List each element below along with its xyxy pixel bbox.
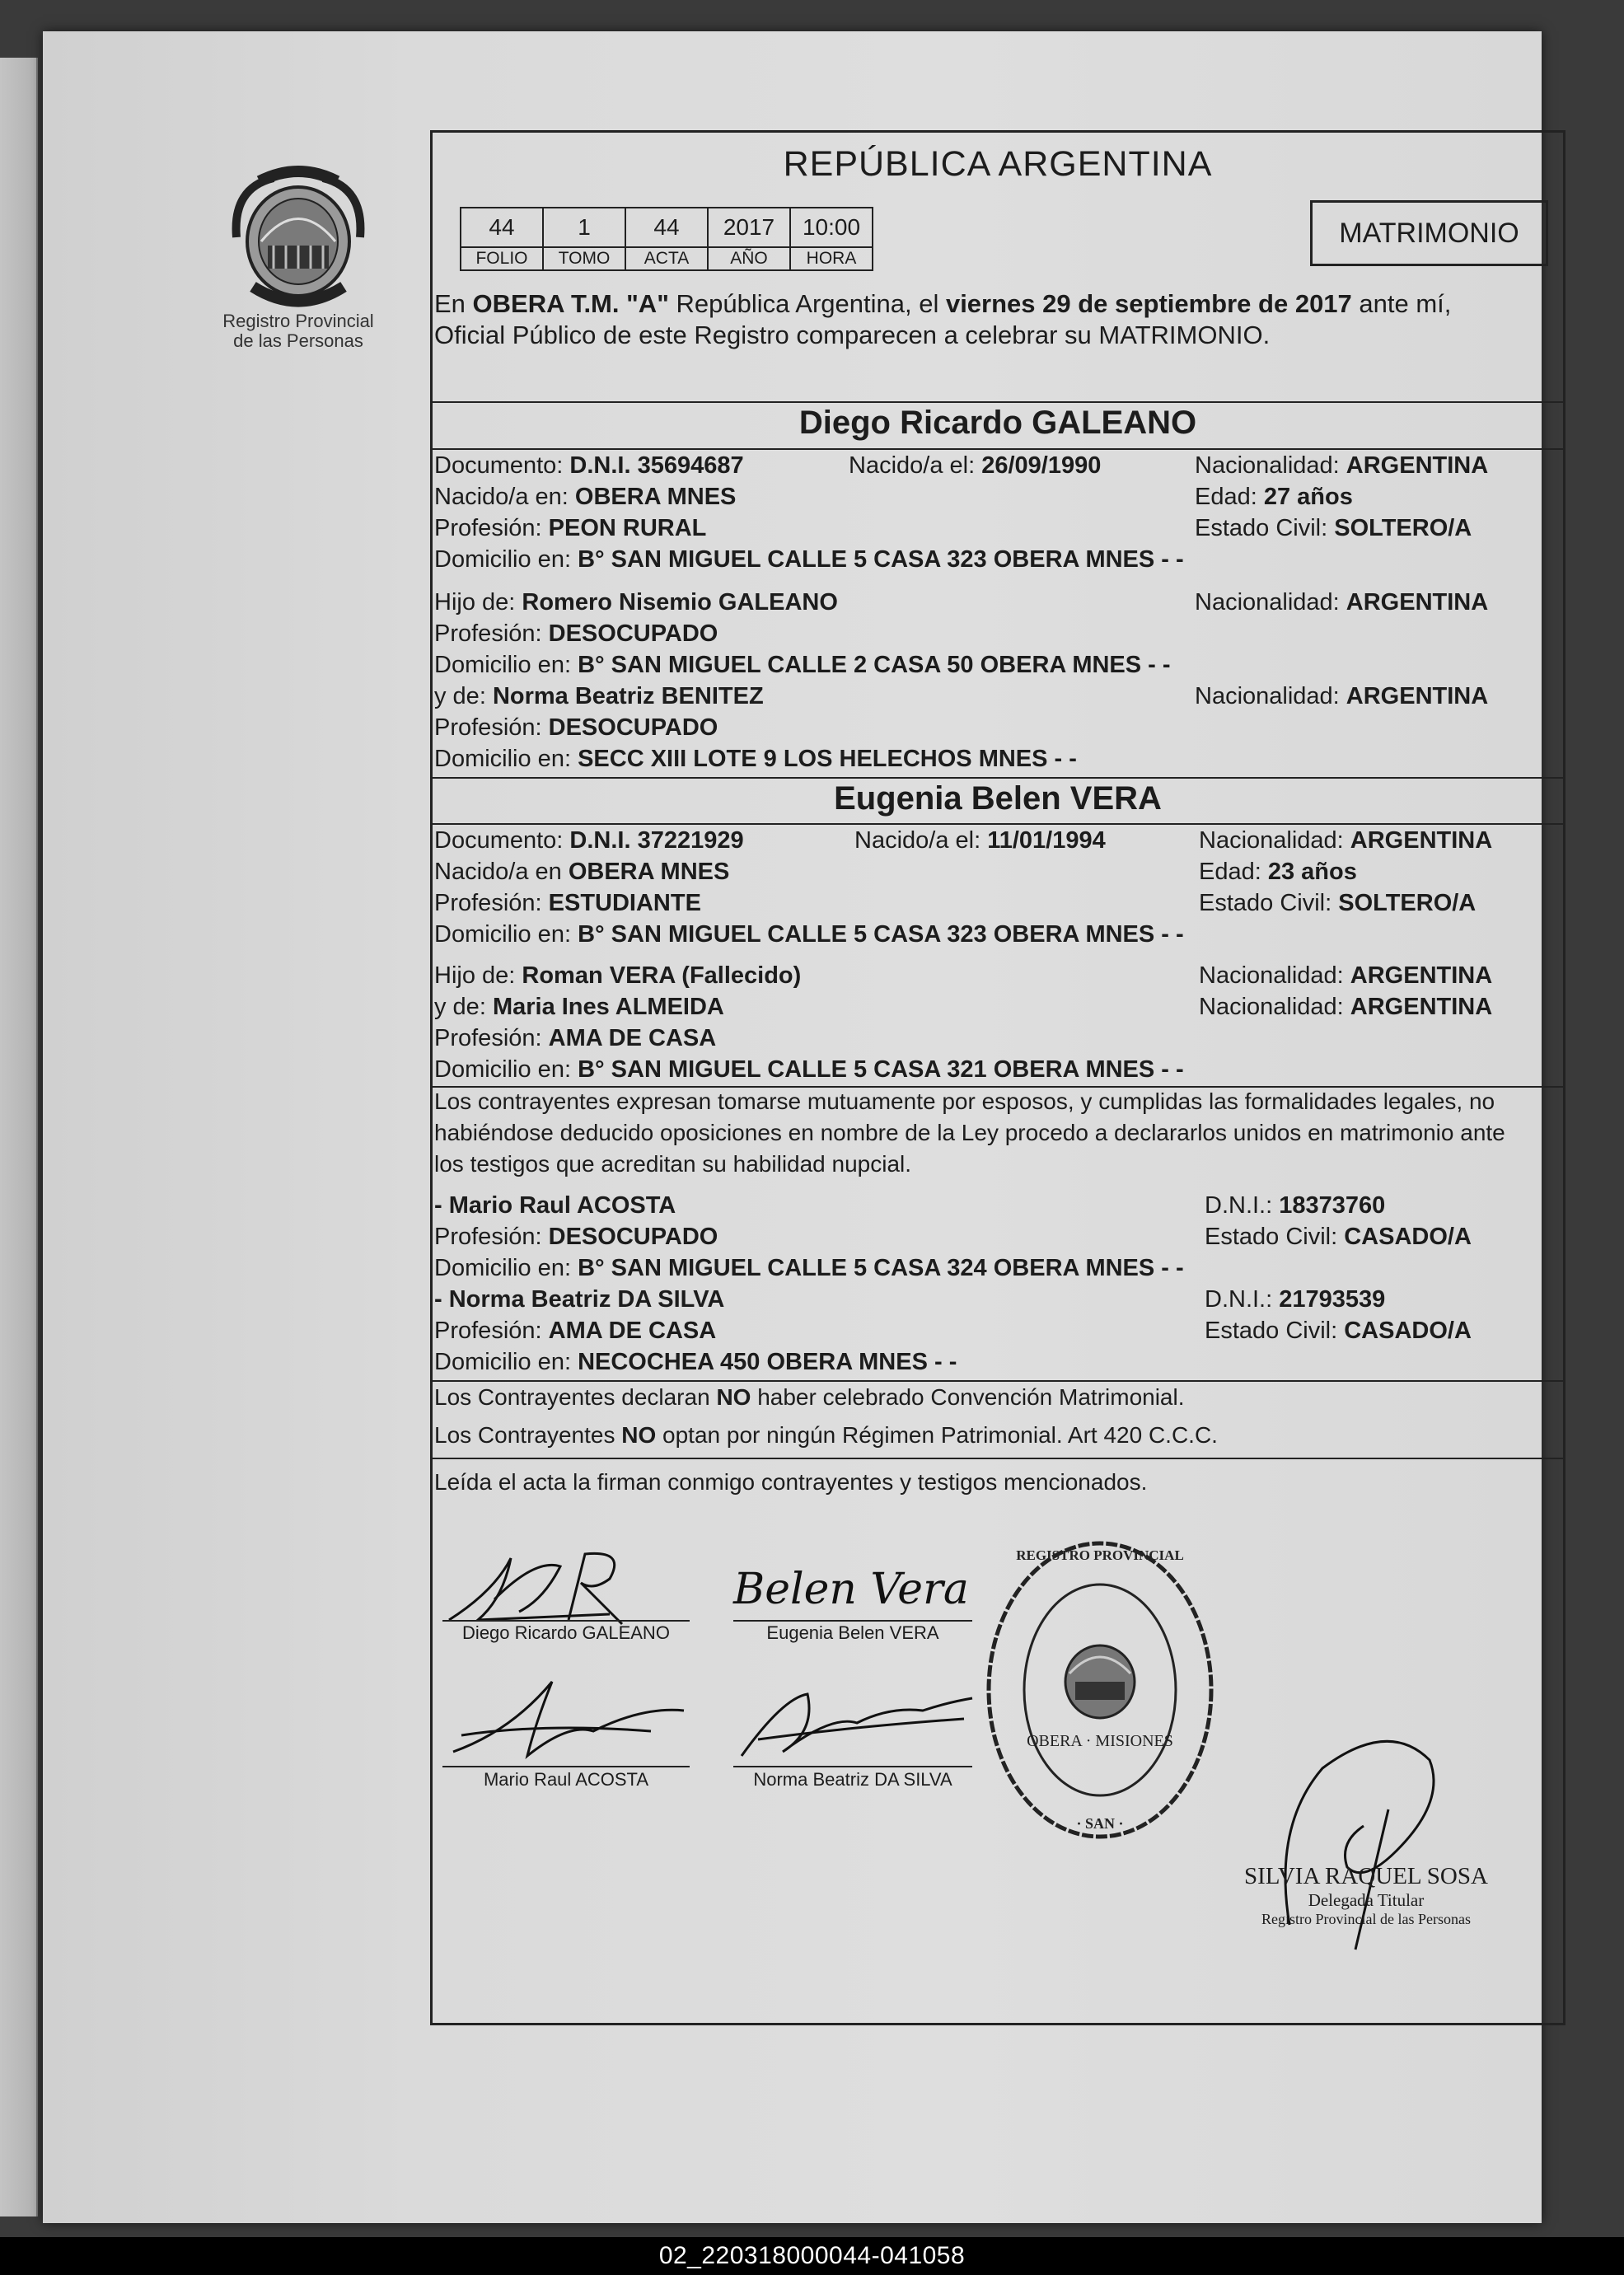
field-label: Profesión:: [434, 515, 549, 541]
witness-2-signature-scribble: [733, 1682, 980, 1764]
hour-value: 10:00: [790, 208, 873, 247]
groom-birthplace: [434, 482, 736, 512]
groom-mother-profession: [434, 713, 718, 742]
field-value: 23 años: [1267, 859, 1357, 885]
field-value: B° SAN MIGUEL CALLE 2 CASA 50 OBERA MNES - -: [578, 652, 1171, 678]
convention-text: haber celebrado Convención Matrimonial.: [751, 1384, 1185, 1410]
field-label: Profesión:: [434, 1025, 549, 1051]
bride-document: [434, 826, 744, 855]
convention-text: optan por ningún Régimen Patrimonial. Art 420 C.C.C.: [656, 1422, 1218, 1448]
field-label: Nacido/a en: [434, 859, 569, 885]
field-value: B° SAN MIGUEL CALLE 5 CASA 321 OBERA MNES - -: [578, 1056, 1184, 1083]
intro-place: OBERA T.M. "A": [472, 289, 669, 318]
field-label: Domicilio en:: [434, 1056, 578, 1083]
field-label: Documento:: [434, 452, 570, 479]
field-label: Estado Civil:: [1199, 890, 1339, 916]
witness-1-signature-line: [442, 1766, 690, 1767]
bride-birth-date: [854, 826, 1106, 855]
intro-line-2: Oficial Público de este Registro comparecen a celebrar su MATRIMONIO.: [434, 321, 1271, 349]
acta-label: ACTA: [625, 247, 708, 270]
witness-2-address: [434, 1347, 957, 1377]
groom-mother-nationality: [1195, 681, 1488, 711]
field-label: Estado Civil:: [1195, 515, 1335, 541]
divider: [433, 401, 1563, 403]
witness-1-name: - Mario Raul ACOSTA: [434, 1192, 676, 1219]
field-label: y de:: [434, 994, 493, 1020]
field-value: ARGENTINA: [1350, 994, 1493, 1020]
groom-father-address: [434, 650, 1171, 680]
bride-father-nationality: [1199, 961, 1492, 990]
svg-text:REGISTRO PROVINCIAL: REGISTRO PROVINCIAL: [1016, 1547, 1184, 1563]
field-value: SOLTERO/A: [1338, 890, 1477, 916]
groom-age: [1195, 482, 1353, 512]
groom-signature-label: Diego Ricardo GALEANO: [462, 1622, 670, 1643]
field-label: Domicilio en:: [434, 1349, 578, 1375]
bride-name-heading: Eugenia Belen VERA: [834, 780, 1162, 817]
divider: [433, 777, 1563, 779]
groom-nationality: [1195, 451, 1488, 480]
declaration-line-2: habiéndose deducido oposiciones en nombre de la Ley procedo a declararlos unidos en matrimonio ante: [434, 1120, 1505, 1145]
field-label: Nacido/a en:: [434, 484, 575, 510]
field-value: ARGENTINA: [1346, 683, 1489, 709]
tomo-value: 1: [543, 208, 625, 247]
witness-2-signature-label: Norma Beatriz DA SILVA: [753, 1769, 952, 1790]
bride-signature-label: Eugenia Belen VERA: [766, 1622, 939, 1643]
field-value: ARGENTINA: [1346, 452, 1489, 479]
convention-text: Los Contrayentes: [434, 1422, 622, 1448]
witness-1-signature-scribble: [445, 1673, 692, 1764]
field-label: Nacionalidad:: [1199, 994, 1350, 1020]
divider: [433, 1380, 1563, 1382]
field-label: Domicilio en:: [434, 746, 578, 772]
groom-mother-address: [434, 744, 1077, 774]
registrar-block: [1244, 1863, 1488, 1928]
witness-1-civil-status: [1205, 1222, 1472, 1252]
groom-signature-scribble: [445, 1542, 643, 1632]
folio-value: 44: [461, 208, 543, 247]
field-value: 11/01/1994: [987, 827, 1106, 854]
intro-mid: República Argentina, el: [668, 289, 946, 318]
bride-nationality: [1199, 826, 1492, 855]
field-value: DESOCUPADO: [548, 1224, 718, 1250]
field-label: Domicilio en:: [434, 921, 578, 948]
bride-civil-status: [1199, 888, 1476, 918]
intro-prefix: En: [434, 289, 473, 318]
acta-value: 44: [625, 208, 708, 247]
scan-file-id: 02_220318000044-041058: [0, 2237, 1624, 2275]
field-value: Romero Nisemio GALEANO: [522, 589, 838, 616]
field-label: Documento:: [434, 827, 570, 854]
bride-mother-address: [434, 1055, 1184, 1084]
field-label: Profesión:: [434, 890, 549, 916]
logo-caption-line-2: de las Personas: [233, 330, 363, 351]
bride-father: [434, 961, 801, 990]
bride-profession: [434, 888, 701, 918]
misiones-coat-of-arms-icon: [228, 163, 368, 311]
field-label: y de:: [434, 683, 493, 709]
field-value: PEON RURAL: [548, 515, 707, 541]
field-value: Roman VERA (Fallecido): [522, 962, 802, 989]
field-label: Domicilio en:: [434, 546, 578, 573]
groom-father-nationality: [1195, 587, 1488, 617]
hour-label: HORA: [790, 247, 873, 270]
registry-numbers-table: [460, 207, 873, 271]
bride-age: [1199, 857, 1357, 887]
field-value: B° SAN MIGUEL CALLE 5 CASA 323 OBERA MNES - -: [578, 546, 1184, 573]
bride-mother-nationality: [1199, 992, 1492, 1022]
field-value: ARGENTINA: [1346, 589, 1489, 616]
witness-1-signature-label: Mario Raul ACOSTA: [483, 1769, 649, 1790]
groom-father-profession: [434, 619, 718, 648]
field-value: DESOCUPADO: [548, 714, 718, 741]
groom-document: [434, 451, 744, 480]
groom-name-heading: Diego Ricardo GALEANO: [798, 405, 1197, 441]
field-label: Estado Civil:: [1205, 1318, 1345, 1344]
witness-1-profession: [434, 1222, 718, 1252]
convention-emphasis: NO: [716, 1384, 751, 1410]
field-label: Hijo de:: [434, 589, 522, 616]
field-value: D.N.I. 37221929: [569, 827, 744, 854]
year-label: AÑO: [708, 247, 790, 270]
field-value: AMA DE CASA: [548, 1318, 717, 1344]
registrar-office: Registro Provincial de las Personas: [1261, 1911, 1471, 1927]
closing-statement: Leída el acta la firman conmigo contrayentes y testigos mencionados.: [434, 1469, 1148, 1495]
convention-line-2: [434, 1421, 1218, 1450]
field-value: D.N.I. 35694687: [569, 452, 744, 479]
convention-emphasis: NO: [621, 1422, 657, 1448]
field-label: Profesión:: [434, 714, 549, 741]
field-label: Domicilio en:: [434, 1255, 578, 1281]
field-value: ESTUDIANTE: [548, 890, 701, 916]
logo-caption-line-1: Registro Provincial: [222, 311, 374, 331]
registrar-name: SILVIA RAQUEL SOSA: [1244, 1863, 1488, 1889]
convention-line-1: [434, 1383, 1185, 1412]
witness-1-address: [434, 1253, 1184, 1283]
groom-profession: [434, 513, 706, 543]
field-value: Maria Ines ALMEIDA: [492, 994, 724, 1020]
registrar-title: Delegada Titular: [1308, 1890, 1425, 1910]
field-label: Domicilio en:: [434, 652, 578, 678]
divider: [433, 823, 1563, 825]
groom-mother: [434, 681, 764, 711]
field-value: AMA DE CASA: [548, 1025, 717, 1051]
field-value: CASADO/A: [1344, 1318, 1472, 1344]
bride-handwritten-signature: Belen Vera: [733, 1565, 969, 1614]
groom-father: [434, 587, 838, 617]
field-value: B° SAN MIGUEL CALLE 5 CASA 323 OBERA MNES - -: [578, 921, 1184, 948]
field-label: Edad:: [1199, 859, 1268, 885]
certificate-frame: [430, 130, 1565, 2025]
field-label: D.N.I.:: [1205, 1192, 1280, 1219]
intro-line-1: [434, 289, 1451, 319]
field-label: Estado Civil:: [1205, 1224, 1345, 1250]
field-label: Nacionalidad:: [1199, 962, 1350, 989]
svg-text:· SAN ·: · SAN ·: [1076, 1815, 1124, 1832]
field-value: OBERA MNES: [574, 484, 737, 510]
adjacent-page-edge: [0, 58, 38, 2216]
field-value: 26/09/1990: [981, 452, 1102, 479]
groom-signature-line: [442, 1620, 690, 1622]
record-type-box: MATRIMONIO: [1310, 200, 1548, 266]
bride-address: [434, 920, 1184, 949]
tomo-label: TOMO: [543, 247, 625, 270]
declaration-line-3: los testigos que acreditan su habilidad nupcial.: [434, 1151, 912, 1177]
official-registry-stamp: [980, 1533, 1219, 1847]
field-value: ARGENTINA: [1350, 962, 1493, 989]
bride-signature-line: [733, 1620, 972, 1622]
country-title: REPÚBLICA ARGENTINA: [783, 144, 1213, 184]
field-value: DESOCUPADO: [548, 620, 718, 647]
intro-date: viernes 29 de septiembre de 2017: [945, 289, 1352, 318]
folio-label: FOLIO: [461, 247, 543, 270]
declaration-line-1: Los contrayentes expresan tomarse mutuamente por esposos, y cumplidas las formalidades legales, no: [434, 1088, 1495, 1114]
field-label: Profesión:: [434, 620, 549, 647]
witness-2-signature-line: [733, 1766, 972, 1767]
field-label: Nacionalidad:: [1195, 683, 1346, 709]
witness-2-profession: [434, 1316, 716, 1346]
bride-mother: [434, 992, 724, 1022]
witness-2-name: - Norma Beatriz DA SILVA: [434, 1286, 725, 1313]
document-page: [43, 31, 1542, 2223]
field-label: Nacionalidad:: [1195, 589, 1346, 616]
field-value: SECC XIII LOTE 9 LOS HELECHOS MNES - -: [578, 746, 1077, 772]
witness-1-dni: [1205, 1191, 1385, 1220]
field-value: 27 años: [1263, 484, 1353, 510]
field-value: NECOCHEA 450 OBERA MNES - -: [578, 1349, 957, 1375]
convention-text: Los Contrayentes declaran: [434, 1384, 717, 1410]
groom-address: [434, 545, 1184, 574]
witness-2-dni: [1205, 1285, 1385, 1314]
intro-suffix: ante mí,: [1351, 289, 1452, 318]
field-label: Profesión:: [434, 1224, 549, 1250]
field-label: Nacionalidad:: [1199, 827, 1350, 854]
svg-text:OBERA · MISIONES: OBERA · MISIONES: [1027, 1732, 1173, 1750]
groom-civil-status: [1195, 513, 1472, 543]
field-value: 18373760: [1279, 1192, 1386, 1219]
divider: [433, 448, 1563, 450]
groom-birth-date: [849, 451, 1101, 480]
field-value: ARGENTINA: [1350, 827, 1493, 854]
year-value: 2017: [708, 208, 790, 247]
field-value: 21793539: [1279, 1286, 1386, 1313]
field-label: Hijo de:: [434, 962, 522, 989]
field-value: OBERA MNES: [568, 859, 730, 885]
field-value: B° SAN MIGUEL CALLE 5 CASA 324 OBERA MNES - -: [578, 1255, 1184, 1281]
bride-mother-profession: [434, 1023, 716, 1053]
field-label: Nacido/a el:: [849, 452, 982, 479]
registry-logo: [208, 163, 389, 351]
field-value: CASADO/A: [1344, 1224, 1472, 1250]
field-label: Nacido/a el:: [854, 827, 988, 854]
field-label: Edad:: [1195, 484, 1264, 510]
bride-birthplace: [434, 857, 729, 887]
witness-2-civil-status: [1205, 1316, 1472, 1346]
field-value: Norma Beatriz BENITEZ: [492, 683, 764, 709]
field-value: SOLTERO/A: [1334, 515, 1472, 541]
field-label: D.N.I.:: [1205, 1286, 1280, 1313]
field-label: Nacionalidad:: [1195, 452, 1346, 479]
field-label: Profesión:: [434, 1318, 549, 1344]
divider: [433, 1458, 1563, 1459]
